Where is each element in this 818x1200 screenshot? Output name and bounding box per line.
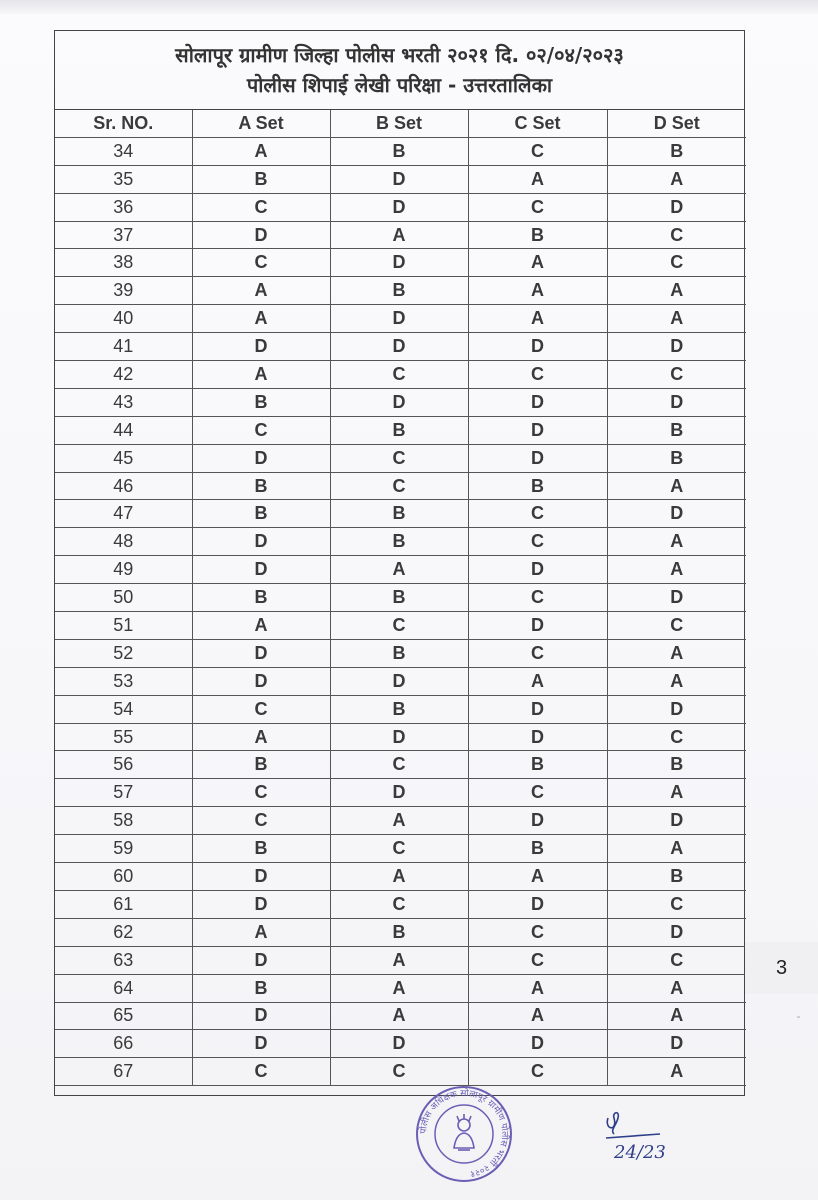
cell-b-set: D (330, 388, 468, 416)
table-row (55, 974, 746, 1002)
answer-key-sheet (54, 30, 745, 1096)
cell-c-set: D (468, 556, 607, 584)
cell-sr-no: 64 (55, 974, 192, 1002)
cell-b-set: C (330, 890, 468, 918)
cell-a-set: D (192, 221, 330, 249)
cell-b-set: B (330, 918, 468, 946)
title-line-2: पोलीस शिपाई लेखी परिक्षा - उत्तरतालिका (246, 73, 553, 97)
cell-a-set: D (192, 1030, 330, 1058)
cell-d-set: A (607, 472, 746, 500)
table-row (55, 277, 746, 305)
table-row (55, 1002, 746, 1030)
table-row (55, 890, 746, 918)
header-d-set: D Set (607, 110, 746, 137)
title-line-1: सोलापूर ग्रामीण जिल्हा पोलीस भरती २०२१ दि. ०२/०४/२०२३ (175, 43, 624, 67)
cell-a-set: D (192, 639, 330, 667)
cell-c-set: A (468, 1002, 607, 1030)
cell-sr-no: 65 (55, 1002, 192, 1030)
document-title (55, 31, 744, 110)
cell-b-set: B (330, 277, 468, 305)
cell-a-set: C (192, 249, 330, 277)
cell-a-set: D (192, 946, 330, 974)
cell-sr-no: 41 (55, 333, 192, 361)
table-row (55, 1058, 746, 1086)
page-number: 3 (775, 956, 788, 979)
table-row (55, 444, 746, 472)
cell-b-set: A (330, 974, 468, 1002)
table-row (55, 723, 746, 751)
table-row (55, 612, 746, 640)
cell-a-set: C (192, 193, 330, 221)
cell-b-set: B (330, 137, 468, 165)
cell-d-set: B (607, 863, 746, 891)
cell-c-set: C (468, 946, 607, 974)
cell-d-set: D (607, 918, 746, 946)
cell-d-set: B (607, 444, 746, 472)
cell-d-set: D (607, 584, 746, 612)
cell-b-set: C (330, 472, 468, 500)
cell-sr-no: 36 (55, 193, 192, 221)
cell-c-set: C (468, 361, 607, 389)
cell-a-set: A (192, 612, 330, 640)
cell-c-set: C (468, 639, 607, 667)
cell-a-set: C (192, 807, 330, 835)
table-row (55, 500, 746, 528)
cell-c-set: B (468, 835, 607, 863)
table-row (55, 584, 746, 612)
cell-c-set: C (468, 779, 607, 807)
handwritten-signature (600, 1104, 710, 1164)
cell-d-set: C (607, 361, 746, 389)
cell-d-set: C (607, 723, 746, 751)
cell-c-set: C (468, 918, 607, 946)
cell-sr-no: 40 (55, 305, 192, 333)
cell-b-set: C (330, 361, 468, 389)
cell-sr-no: 34 (55, 137, 192, 165)
cell-sr-no: 61 (55, 890, 192, 918)
cell-b-set: D (330, 165, 468, 193)
cell-b-set: A (330, 807, 468, 835)
scan-top-edge (0, 0, 818, 14)
seal-text: पोलीस अधिक्षक सोलापूर ग्रामीण पोलीस भरती २०२१ (418, 1088, 510, 1179)
cell-a-set: C (192, 695, 330, 723)
cell-c-set: D (468, 807, 607, 835)
cell-c-set: D (468, 723, 607, 751)
table-row (55, 667, 746, 695)
cell-d-set: D (607, 807, 746, 835)
cell-c-set: D (468, 890, 607, 918)
cell-a-set: A (192, 723, 330, 751)
table-row (55, 639, 746, 667)
cell-a-set: A (192, 137, 330, 165)
table-row (55, 695, 746, 723)
cell-b-set: B (330, 639, 468, 667)
cell-c-set: D (468, 416, 607, 444)
cell-a-set: C (192, 779, 330, 807)
cell-c-set: B (468, 472, 607, 500)
table-row (55, 221, 746, 249)
cell-sr-no: 51 (55, 612, 192, 640)
cell-b-set: B (330, 416, 468, 444)
cell-sr-no: 57 (55, 779, 192, 807)
cell-sr-no: 66 (55, 1030, 192, 1058)
cell-d-set: D (607, 333, 746, 361)
page-number-badge (745, 942, 818, 994)
table-row (55, 863, 746, 891)
cell-d-set: D (607, 1030, 746, 1058)
cell-a-set: D (192, 863, 330, 891)
cell-c-set: A (468, 249, 607, 277)
cell-b-set: D (330, 305, 468, 333)
cell-b-set: C (330, 835, 468, 863)
cell-a-set: A (192, 277, 330, 305)
cell-c-set: D (468, 695, 607, 723)
table-row (55, 193, 746, 221)
cell-a-set: B (192, 835, 330, 863)
table-row (55, 388, 746, 416)
cell-c-set: C (468, 193, 607, 221)
cell-sr-no: 47 (55, 500, 192, 528)
table-row (55, 946, 746, 974)
cell-a-set: B (192, 751, 330, 779)
header-c-set: C Set (468, 110, 607, 137)
cell-b-set: B (330, 500, 468, 528)
table-header-row (55, 110, 746, 137)
cell-d-set: C (607, 946, 746, 974)
cell-b-set: A (330, 863, 468, 891)
table-row (55, 305, 746, 333)
cell-d-set: A (607, 528, 746, 556)
cell-a-set: A (192, 305, 330, 333)
cell-d-set: B (607, 416, 746, 444)
cell-d-set: A (607, 835, 746, 863)
table-row (55, 556, 746, 584)
cell-sr-no: 60 (55, 863, 192, 891)
cell-b-set: A (330, 221, 468, 249)
cell-d-set: A (607, 305, 746, 333)
cell-c-set: C (468, 584, 607, 612)
cell-d-set: A (607, 556, 746, 584)
cell-b-set: D (330, 193, 468, 221)
cell-sr-no: 35 (55, 165, 192, 193)
cell-d-set: D (607, 388, 746, 416)
cell-c-set: A (468, 667, 607, 695)
cell-d-set: A (607, 165, 746, 193)
cell-b-set: B (330, 584, 468, 612)
cell-a-set: D (192, 890, 330, 918)
cell-c-set: A (468, 974, 607, 1002)
cell-sr-no: 45 (55, 444, 192, 472)
table-row (55, 807, 746, 835)
cell-b-set: C (330, 1058, 468, 1086)
cell-d-set: A (607, 974, 746, 1002)
cell-a-set: C (192, 1058, 330, 1086)
cell-a-set: D (192, 333, 330, 361)
cell-sr-no: 37 (55, 221, 192, 249)
cell-sr-no: 56 (55, 751, 192, 779)
header-b-set: B Set (330, 110, 468, 137)
cell-sr-no: 48 (55, 528, 192, 556)
cell-d-set: A (607, 667, 746, 695)
table-row (55, 137, 746, 165)
table-row (55, 472, 746, 500)
cell-d-set: B (607, 751, 746, 779)
signature-date: 24/23 (614, 1142, 666, 1163)
cell-a-set: B (192, 584, 330, 612)
cell-c-set: C (468, 500, 607, 528)
cell-c-set: C (468, 137, 607, 165)
cell-sr-no: 49 (55, 556, 192, 584)
official-seal-stamp (414, 1084, 514, 1184)
cell-c-set: D (468, 444, 607, 472)
table-row (55, 751, 746, 779)
cell-a-set: B (192, 500, 330, 528)
cell-d-set: A (607, 639, 746, 667)
cell-a-set: B (192, 388, 330, 416)
cell-b-set: C (330, 612, 468, 640)
cell-c-set: D (468, 333, 607, 361)
cell-c-set: B (468, 221, 607, 249)
table-row (55, 779, 746, 807)
table-row (55, 528, 746, 556)
cell-b-set: B (330, 528, 468, 556)
cell-c-set: D (468, 612, 607, 640)
cell-c-set: A (468, 277, 607, 305)
cell-c-set: D (468, 1030, 607, 1058)
cell-sr-no: 58 (55, 807, 192, 835)
cell-d-set: C (607, 612, 746, 640)
cell-a-set: B (192, 472, 330, 500)
table-row (55, 333, 746, 361)
cell-a-set: D (192, 1002, 330, 1030)
cell-sr-no: 39 (55, 277, 192, 305)
cell-sr-no: 55 (55, 723, 192, 751)
table-row (55, 416, 746, 444)
table-row (55, 165, 746, 193)
cell-a-set: A (192, 918, 330, 946)
cell-c-set: A (468, 863, 607, 891)
cell-a-set: B (192, 165, 330, 193)
cell-a-set: A (192, 361, 330, 389)
cell-d-set: B (607, 137, 746, 165)
cell-a-set: D (192, 667, 330, 695)
cell-b-set: A (330, 946, 468, 974)
cell-b-set: C (330, 444, 468, 472)
cell-c-set: A (468, 165, 607, 193)
cell-c-set: D (468, 388, 607, 416)
cell-d-set: D (607, 500, 746, 528)
cell-c-set: C (468, 1058, 607, 1086)
table-row (55, 1030, 746, 1058)
table-row (55, 835, 746, 863)
cell-b-set: D (330, 249, 468, 277)
answer-key-table (55, 110, 746, 1086)
cell-d-set: C (607, 890, 746, 918)
cell-sr-no: 62 (55, 918, 192, 946)
cell-d-set: D (607, 193, 746, 221)
cell-sr-no: 38 (55, 249, 192, 277)
header-sr-no: Sr. NO. (55, 110, 192, 137)
cell-c-set: A (468, 305, 607, 333)
cell-d-set: A (607, 277, 746, 305)
cell-sr-no: 53 (55, 667, 192, 695)
cell-sr-no: 59 (55, 835, 192, 863)
cell-d-set: C (607, 221, 746, 249)
cell-b-set: D (330, 333, 468, 361)
cell-sr-no: 67 (55, 1058, 192, 1086)
cell-d-set: D (607, 695, 746, 723)
cell-sr-no: 44 (55, 416, 192, 444)
cell-sr-no: 43 (55, 388, 192, 416)
cell-b-set: C (330, 751, 468, 779)
cell-sr-no: 54 (55, 695, 192, 723)
cell-d-set: A (607, 1058, 746, 1086)
cell-a-set: D (192, 556, 330, 584)
cell-a-set: D (192, 444, 330, 472)
cell-b-set: A (330, 556, 468, 584)
cell-b-set: D (330, 723, 468, 751)
cell-sr-no: 50 (55, 584, 192, 612)
cell-sr-no: 46 (55, 472, 192, 500)
cell-b-set: B (330, 695, 468, 723)
header-a-set: A Set (192, 110, 330, 137)
cell-a-set: C (192, 416, 330, 444)
cell-sr-no: 52 (55, 639, 192, 667)
cell-c-set: B (468, 751, 607, 779)
table-row (55, 249, 746, 277)
table-row (55, 918, 746, 946)
cell-sr-no: 63 (55, 946, 192, 974)
cell-a-set: D (192, 528, 330, 556)
cell-sr-no: 42 (55, 361, 192, 389)
cell-d-set: C (607, 249, 746, 277)
table-row (55, 361, 746, 389)
cell-b-set: D (330, 1030, 468, 1058)
cell-d-set: A (607, 1002, 746, 1030)
cell-b-set: D (330, 779, 468, 807)
cell-c-set: C (468, 528, 607, 556)
cell-d-set: A (607, 779, 746, 807)
cell-b-set: D (330, 667, 468, 695)
cell-a-set: B (192, 974, 330, 1002)
cell-b-set: A (330, 1002, 468, 1030)
scan-speck: ˇ (796, 1016, 801, 1027)
